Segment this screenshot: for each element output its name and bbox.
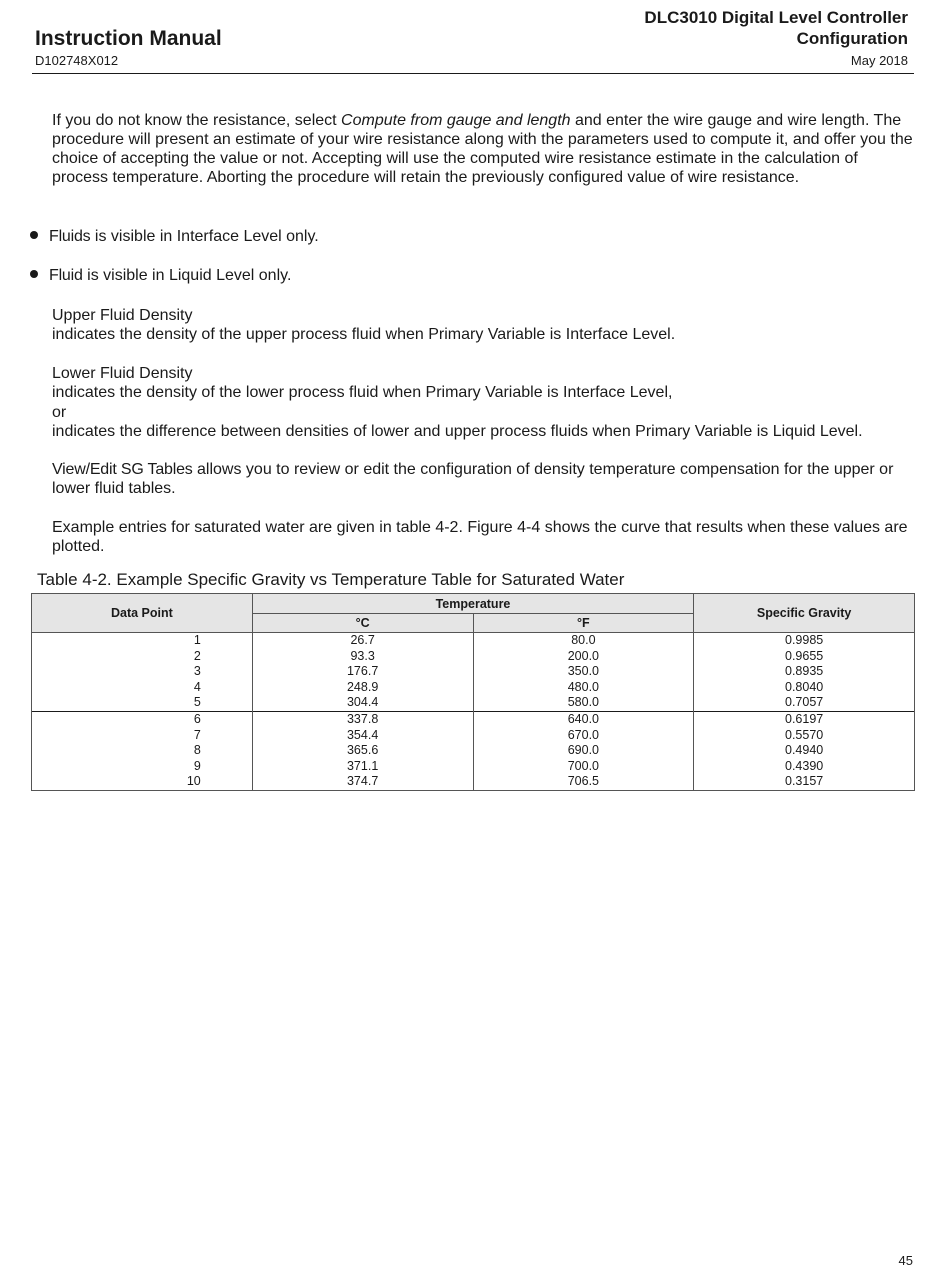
manual-title: Instruction Manual — [35, 27, 222, 50]
cell-specific-gravity: 0.5570 — [694, 728, 915, 744]
product-title: DLC3010 Digital Level Controller — [644, 8, 908, 27]
cell-deg-f: 690.0 — [473, 743, 694, 759]
table-row — [32, 633, 915, 649]
lower-fluid-density-text-2: indicates the difference between densities of lower and upper process fluids when Primary Variable is Liquid Level. — [52, 423, 863, 440]
cell-deg-f: 700.0 — [473, 759, 694, 775]
bullet-fluids-text: is visible in Interface Level only. — [90, 228, 319, 245]
cell-specific-gravity: 0.8040 — [694, 680, 915, 696]
cell-data-point: 7 — [32, 728, 253, 744]
cell-deg-f: 480.0 — [473, 680, 694, 696]
cell-deg-c: 248.9 — [252, 680, 473, 696]
bullet-fluid — [30, 266, 291, 285]
table-row — [32, 695, 915, 711]
cell-data-point: 5 — [32, 695, 253, 711]
table-row — [32, 649, 915, 665]
cell-deg-c: 374.7 — [252, 774, 473, 790]
cell-deg-f: 640.0 — [473, 711, 694, 727]
document-number: D102748X012 — [35, 53, 119, 68]
header-deg-c: °C — [252, 614, 473, 633]
cell-data-point: 10 — [32, 774, 253, 790]
cell-specific-gravity: 0.9985 — [694, 633, 915, 649]
lower-fluid-density-text-1: indicates the density of the lower process fluid when Primary Variable is Interface Level, — [52, 384, 673, 401]
header-deg-f: °F — [473, 614, 694, 633]
wire-resistance-paragraph — [52, 111, 917, 187]
table-row — [32, 711, 915, 727]
cell-deg-f: 580.0 — [473, 695, 694, 711]
cell-specific-gravity: 0.9655 — [694, 649, 915, 665]
cell-deg-f: 200.0 — [473, 649, 694, 665]
cell-specific-gravity: 0.8935 — [694, 664, 915, 680]
cell-deg-c: 365.6 — [252, 743, 473, 759]
cell-specific-gravity: 0.3157 — [694, 774, 915, 790]
lower-fluid-density-or: or — [52, 404, 67, 421]
table-row — [32, 728, 915, 744]
cell-data-point: 8 — [32, 743, 253, 759]
bullet-icon — [30, 270, 38, 278]
cell-deg-c: 354.4 — [252, 728, 473, 744]
cell-data-point: 4 — [32, 680, 253, 696]
bullet-fluids — [30, 227, 319, 246]
cell-specific-gravity: 0.4940 — [694, 743, 915, 759]
cell-data-point: 1 — [32, 633, 253, 649]
bullet-fluid-text: is visible in Liquid Level only. — [82, 267, 292, 284]
view-edit-sg-tables-text: allows you to review or edit the configuration of density temperature compensation for the upper or lower fluid tables. — [52, 461, 894, 497]
cell-deg-c: 337.8 — [252, 711, 473, 727]
header-divider — [32, 73, 914, 74]
cell-data-point: 6 — [32, 711, 253, 727]
specific-gravity-table — [31, 593, 915, 791]
cell-specific-gravity: 0.7057 — [694, 695, 915, 711]
table-row — [32, 759, 915, 775]
section-title: Configuration — [796, 29, 908, 48]
header-data-point: Data Point — [32, 594, 253, 633]
table-row — [32, 743, 915, 759]
bullet-fluid-term: Fluid — [49, 267, 83, 284]
publish-date: May 2018 — [850, 53, 908, 68]
view-edit-sg-tables-paragraph — [52, 460, 917, 498]
lower-fluid-density-term: Lower Fluid Density — [52, 365, 193, 382]
cell-deg-f: 80.0 — [473, 633, 694, 649]
upper-fluid-density-term: Upper Fluid Density — [52, 307, 193, 324]
cell-deg-c: 93.3 — [252, 649, 473, 665]
cell-deg-f: 706.5 — [473, 774, 694, 790]
upper-fluid-density-text: indicates the density of the upper process fluid when Primary Variable is Interface Level. — [52, 326, 676, 343]
bullet-icon — [30, 231, 38, 239]
page-number: 45 — [898, 1253, 913, 1268]
bullet-fluids-term: Fluids — [49, 228, 91, 245]
cell-specific-gravity: 0.4390 — [694, 759, 915, 775]
table-row — [32, 680, 915, 696]
table-row — [32, 664, 915, 680]
cell-deg-f: 670.0 — [473, 728, 694, 744]
table-row — [32, 774, 915, 790]
example-entries-paragraph: Example entries for saturated water are given in table 4-2. Figure 4-4 shows the curve that results when these values are plotted. — [52, 519, 908, 555]
cell-data-point: 9 — [32, 759, 253, 775]
cell-deg-c: 304.4 — [252, 695, 473, 711]
cell-deg-c: 26.7 — [252, 633, 473, 649]
header-specific-gravity: Specific Gravity — [694, 594, 915, 633]
cell-data-point: 3 — [32, 664, 253, 680]
header-temperature: Temperature — [252, 594, 693, 614]
p1-option-name: Compute from gauge and length — [341, 112, 571, 129]
cell-deg-f: 350.0 — [473, 664, 694, 680]
cell-data-point: 2 — [32, 649, 253, 665]
p1-text-after: and enter the wire gauge and wire length. The procedure will present an estimate of your wire resistance along with the parameters used to compute it, and offer you the choice of accepting the value or not. Accepting will use the computed wire resistance estimate in the calculation of process temperature. Aborting the procedure will retain the previously configured value of wire resistance. — [52, 112, 913, 186]
cell-specific-gravity: 0.6197 — [694, 711, 915, 727]
table-caption: Table 4-2. Example Specific Gravity vs Temperature Table for Saturated Water — [37, 570, 625, 589]
cell-deg-c: 371.1 — [252, 759, 473, 775]
cell-deg-c: 176.7 — [252, 664, 473, 680]
p1-text-before: If you do not know the resistance, select — [52, 112, 342, 129]
view-edit-sg-tables-term: View/Edit SG Tables — [52, 461, 193, 478]
